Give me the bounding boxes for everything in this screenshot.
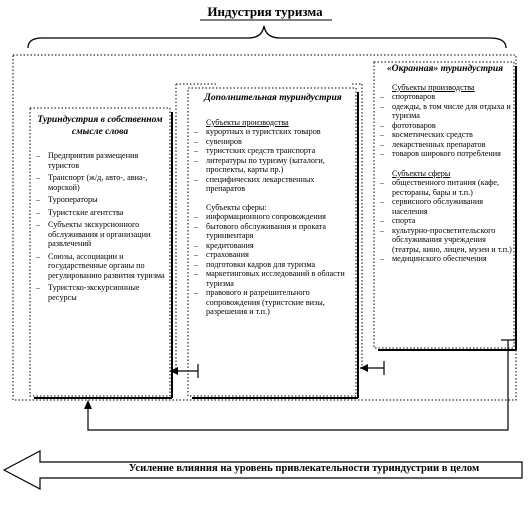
peripheral-services-title: Субъекты сферы — [392, 168, 451, 178]
additional-service-item: – маркетинговых исследований в области туризма — [192, 269, 354, 288]
additional-heading: Дополнительная туриндустрия — [204, 92, 342, 103]
additional-service-item: – страхования — [192, 250, 354, 260]
additional-production-list — [192, 127, 354, 194]
additional-service-item: – подготовки кадров для туризма — [192, 260, 354, 270]
core-item: – Союзы, ассоциации и государственные органы по регулированию развития туризма — [34, 252, 166, 281]
core-item: – Туристские агентства — [34, 208, 166, 218]
additional-service-item: – бытового обслуживания и проката туринвентаря — [192, 222, 354, 241]
additional-production-item: – курортных и туристских товаров — [192, 127, 354, 137]
core-item: – Субъекты экскурсионного обслуживания и организации развлечений — [34, 220, 166, 249]
additional-service-item: – информационного сопровождения — [192, 212, 354, 222]
peripheral-service-item: – спорта — [378, 216, 512, 226]
core-item: – Предприятия размещения туристов — [34, 151, 166, 170]
peripheral-service-item: – культурно-просветительского обслуживания учреждения (театры, кино, лицеи, музеи и т.п.) — [378, 226, 512, 255]
peripheral-production-item: – товаров широкого потребления — [378, 149, 512, 159]
peripheral-production-item: – косметических средств — [378, 130, 512, 140]
additional-production-item: – сувениров — [192, 137, 354, 147]
additional-services-list — [192, 212, 354, 317]
peripheral-services-list — [378, 178, 512, 264]
core-item: – Туроператоры — [34, 195, 166, 205]
peripheral-production-item: – спортоваров — [378, 92, 512, 102]
peripheral-production-list — [378, 92, 512, 159]
additional-services-title: Субъекты сферы: — [206, 202, 267, 212]
peripheral-heading: «Окранная» туриндустрия — [386, 63, 504, 74]
additional-production-item: – туристских средств транспорта — [192, 146, 354, 156]
additional-service-item: – правового и разрешительного сопровождения (туристские визы, разрешения и т.п.) — [192, 288, 354, 317]
core-item: – Туристско-экскурсионные ресурсы — [34, 283, 166, 302]
feedback-loop — [88, 340, 508, 430]
additional-production-item: – литературы по туризму (каталоги, проспекты, карты пр.) — [192, 156, 354, 175]
additional-production-title: Субъекты производства — [206, 117, 289, 127]
peripheral-production-item: – одежды, в том числе для отдыха и туризма — [378, 102, 512, 121]
peripheral-service-item: – медицинского обеспечения — [378, 254, 512, 264]
overall-brace — [28, 26, 506, 48]
diagram-title: Индустрия туризма — [207, 4, 323, 19]
peripheral-production-item: – лекарственных препаратов — [378, 140, 512, 150]
peripheral-production-item: – фототоваров — [378, 121, 512, 131]
core-heading: Туриндустрия в собственном смысле слова — [37, 114, 163, 137]
influence-arrow-label: Усиление влияния на уровень привлекательности туриндустрии в целом — [128, 463, 480, 474]
peripheral-service-item: – общественного питания (кафе, рестораны, бары и т.п.) — [378, 178, 512, 197]
core-industry-box — [34, 114, 166, 305]
peripheral-industry-box — [378, 63, 512, 264]
peripheral-production-title: Субъекты производства — [392, 82, 475, 92]
additional-industry-box — [192, 92, 354, 317]
additional-production-item: – специфических лекарственных препаратов — [192, 175, 354, 194]
additional-service-item: – кредитования — [192, 241, 354, 251]
peripheral-service-item: – сервисного обслуживания населения — [378, 197, 512, 216]
core-item: – Транспорт (ж/д, авто-, авиа-, морской) — [34, 173, 166, 192]
core-list — [34, 151, 166, 302]
